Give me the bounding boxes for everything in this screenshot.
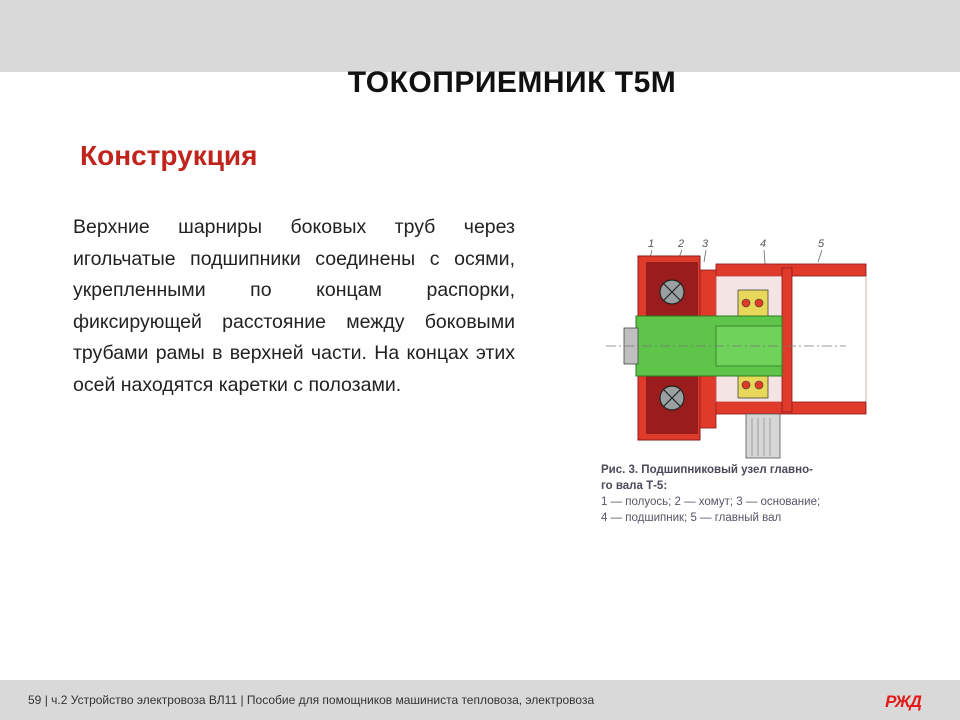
figure-caption — [601, 462, 881, 526]
footer-text — [28, 693, 594, 707]
body-paragraph: Верхние шарниры боковых труб через игольчатые подшипники соединены с осями, укрепленными по концам распорки, фиксирующей расстояние между боковыми трубами рамы в верхней части. На концах этих осей находятся каретки с полозами. — [73, 216, 515, 396]
caption-legend-line2: 4 — подшипник; 5 — главный вал — [601, 512, 782, 524]
caption-title-line2: го вала Т-5: — [601, 480, 668, 492]
page-number: 59 — [28, 693, 42, 707]
rzd-logo — [874, 688, 932, 714]
caption-title-line1: Рис. 3. Подшипниковый узел главно- — [601, 464, 813, 476]
slide-title: ТОКОПРИЕМНИК Т5М — [347, 66, 677, 99]
callout-4: 4 — [760, 238, 767, 250]
callout-1: 1 — [648, 238, 655, 250]
header-band — [0, 0, 960, 72]
callout-2: 2 — [678, 238, 685, 250]
base-stud — [746, 414, 780, 458]
caption-legend-line1: 1 — полуось; 2 — хомут; 3 — основание; — [601, 496, 821, 508]
section-title: Конструкция — [80, 140, 258, 171]
callout-5: 5 — [818, 238, 825, 250]
callout-3: 3 — [702, 238, 709, 250]
rzd-logo-text: РЖД — [885, 692, 921, 711]
footer-caption: | ч.2 Устройство электровоза ВЛ11 | Пособие для помощников машиниста тепловоза, электровоза — [44, 693, 595, 707]
